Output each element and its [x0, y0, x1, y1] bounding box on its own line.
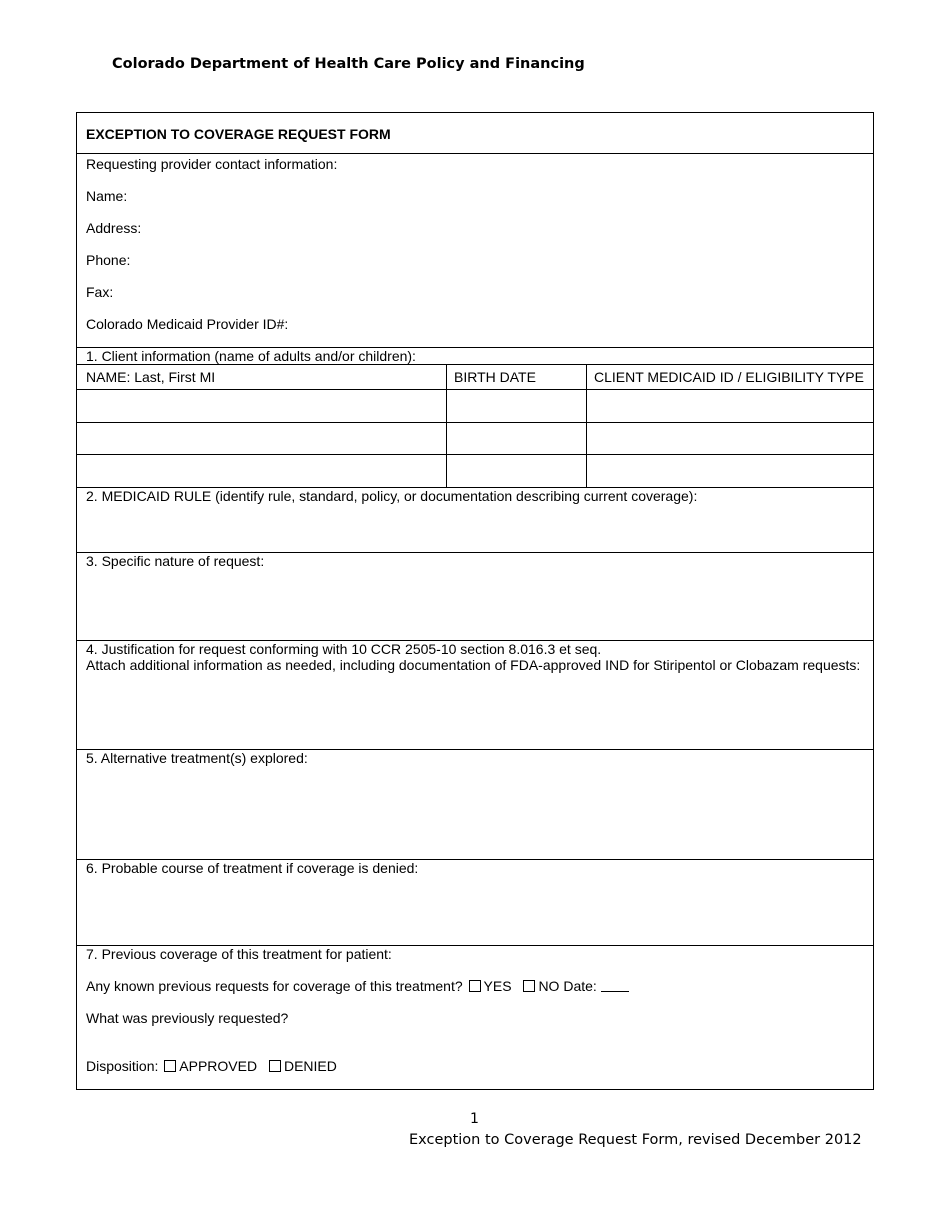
- table-row[interactable]: [77, 390, 873, 423]
- medicaid-rule-label: 2. MEDICAID RULE (identify rule, standard, policy, or documentation describing current coverage):: [86, 488, 698, 504]
- medicaid-rule-section[interactable]: [77, 488, 873, 553]
- approved-label: APPROVED: [179, 1058, 258, 1074]
- provider-fax-label[interactable]: Fax:: [86, 284, 114, 300]
- client-table-header: [77, 365, 873, 390]
- probable-course-label: 6. Probable course of treatment if coverage is denied:: [86, 860, 419, 876]
- approved-checkbox[interactable]: [164, 1060, 176, 1072]
- previous-requests-question: Any known previous requests for coverage of this treatment?: [86, 978, 463, 994]
- organization-header: Colorado Department of Health Care Policy and Financing: [112, 56, 585, 72]
- exception-form: [76, 112, 874, 1090]
- column-header-name: NAME: Last, First MI: [86, 369, 216, 385]
- request-nature-label: 3. Specific nature of request:: [86, 553, 265, 569]
- date-field[interactable]: [601, 979, 629, 992]
- provider-heading: Requesting provider contact information:: [86, 156, 338, 172]
- page-number: 1: [470, 1111, 479, 1127]
- justification-label-line2: Attach additional information as needed, including documentation of FDA-approved IND for Stiripentol or Clobazam requests:: [86, 657, 861, 673]
- previous-requests-line: [86, 978, 629, 994]
- yes-checkbox[interactable]: [469, 980, 481, 992]
- probable-course-section[interactable]: [77, 860, 873, 946]
- provider-id-label[interactable]: Colorado Medicaid Provider ID#:: [86, 316, 289, 332]
- form-title: EXCEPTION TO COVERAGE REQUEST FORM: [86, 126, 391, 142]
- justification-section[interactable]: [77, 641, 873, 750]
- footer-text: Exception to Coverage Request Form, revised December 2012: [409, 1132, 862, 1148]
- provider-name-label[interactable]: Name:: [86, 188, 128, 204]
- denied-checkbox[interactable]: [269, 1060, 281, 1072]
- provider-section: [77, 154, 873, 348]
- no-checkbox[interactable]: [523, 980, 535, 992]
- yes-label: YES: [483, 978, 512, 994]
- table-row[interactable]: [77, 423, 873, 455]
- client-heading: 1. Client information (name of adults and/or children):: [86, 348, 416, 364]
- justification-label-line1: 4. Justification for request conforming with 10 CCR 2505-10 section 8.016.3 et seq.: [86, 641, 602, 657]
- disposition-line: [86, 1058, 337, 1074]
- form-title-row: [77, 113, 873, 154]
- previous-coverage-heading: 7. Previous coverage of this treatment for patient:: [86, 946, 392, 962]
- disposition-label: Disposition:: [86, 1058, 159, 1074]
- table-row[interactable]: [77, 455, 873, 488]
- alternative-treatment-section[interactable]: [77, 750, 873, 860]
- denied-label: DENIED: [283, 1058, 337, 1074]
- provider-phone-label[interactable]: Phone:: [86, 252, 131, 268]
- previously-requested-label[interactable]: What was previously requested?: [86, 1010, 289, 1026]
- client-section-heading-row: [77, 348, 873, 365]
- alternative-treatment-label: 5. Alternative treatment(s) explored:: [86, 750, 308, 766]
- provider-address-label[interactable]: Address:: [86, 220, 142, 236]
- previous-coverage-section: [77, 946, 873, 1091]
- column-header-birth-date: BIRTH DATE: [454, 369, 536, 385]
- request-nature-section[interactable]: [77, 553, 873, 641]
- no-date-label: NO Date:: [538, 978, 597, 994]
- column-header-medicaid-id: CLIENT MEDICAID ID / ELIGIBILITY TYPE: [594, 369, 864, 385]
